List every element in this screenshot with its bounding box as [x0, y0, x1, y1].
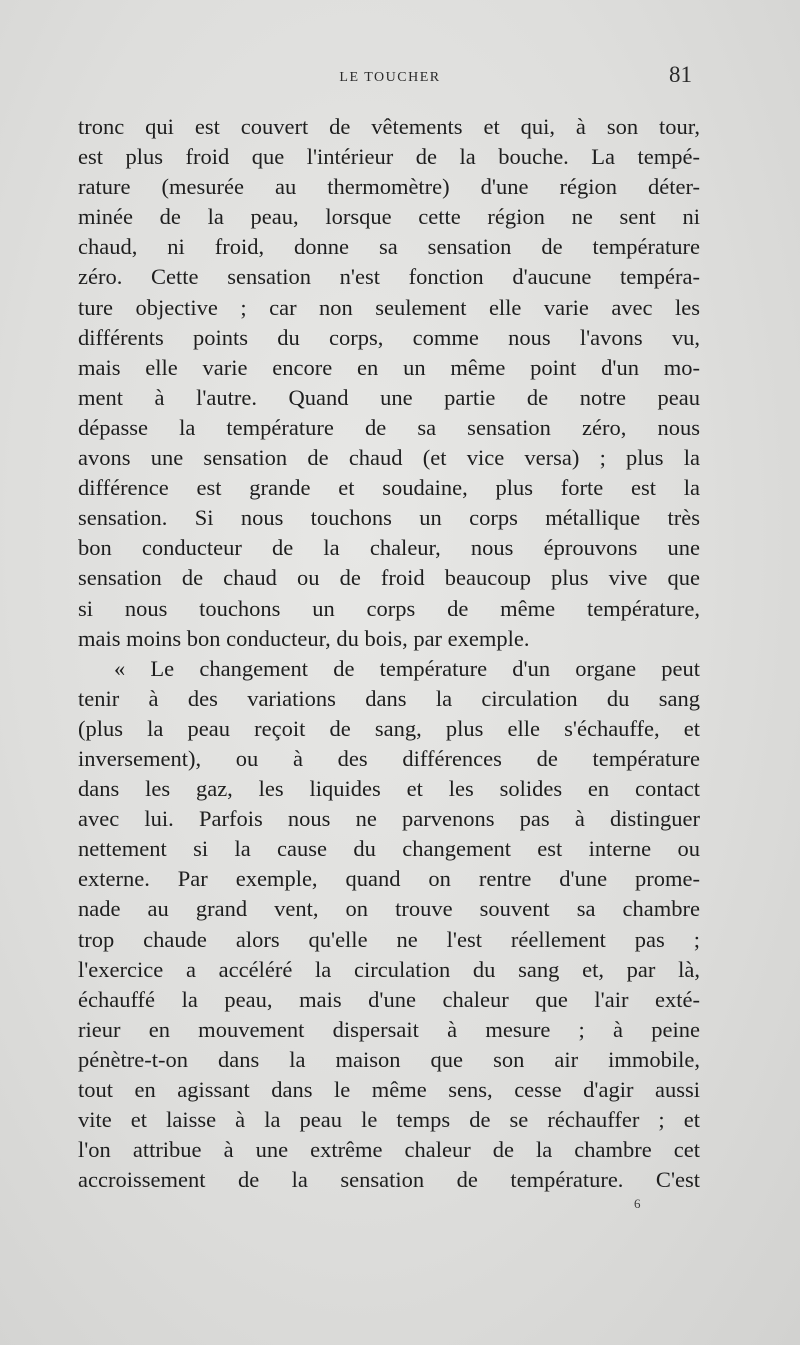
- running-title: LE TOUCHER: [339, 70, 441, 85]
- text-line: externe. Par exemple, quand on rentre d'une prome-: [78, 866, 700, 892]
- text-line: chaud, ni froid, donne sa sensation de température: [78, 234, 700, 260]
- text-line: est plus froid que l'intérieur de la bouche. La tempé-: [78, 144, 700, 170]
- signature-mark: 6: [634, 1196, 641, 1211]
- text-line: dépasse la température de sa sensation zéro, nous: [78, 414, 700, 440]
- text-line: inversement), ou à des différences de température: [78, 745, 700, 771]
- text-line: si nous touchons un corps de même température,: [78, 595, 700, 621]
- text-line: échauffé la peau, mais d'une chaleur que l'air exté-: [78, 986, 700, 1012]
- running-header: [80, 62, 700, 92]
- text-line: dans les gaz, les liquides et les solides en contact: [78, 776, 700, 802]
- text-line: tout en agissant dans le même sens, cesse d'agir aussi: [78, 1077, 700, 1102]
- text-line: rieur en mouvement dispersait à mesure ; à peine: [78, 1016, 700, 1042]
- text-line: (plus la peau reçoit de sang, plus elle s'échauffe, et: [78, 715, 700, 741]
- text-line: sensation. Si nous touchons un corps métallique très: [78, 505, 700, 531]
- text-line: différence est grande et soudaine, plus forte est la: [78, 475, 700, 501]
- text-line: minée de la peau, lorsque cette région ne sent ni: [78, 204, 700, 230]
- text-line: vite et laisse à la peau le temps de se réchauffer ; et: [78, 1107, 700, 1133]
- text-line: « Le changement de température d'un organe peut: [114, 655, 700, 681]
- text-line: bon conducteur de la chaleur, nous éprouvons une: [78, 535, 700, 561]
- text-line: avec lui. Parfois nous ne parvenons pas à distinguer: [78, 806, 700, 832]
- text-line: ment à l'autre. Quand une partie de notre peau: [78, 384, 700, 410]
- text-line: rature (mesurée au thermomètre) d'une région déter-: [78, 174, 700, 200]
- text-line: nade au grand vent, on trouve souvent sa chambre: [78, 896, 700, 922]
- text-line: l'on attribue à une extrême chaleur de la chambre cet: [78, 1137, 700, 1163]
- text-line: nettement si la cause du changement est interne ou: [78, 836, 700, 862]
- text-line: mais moins bon conducteur, du bois, par exemple.: [78, 625, 530, 651]
- page-number: 81: [669, 62, 692, 87]
- text-line: trop chaude alors qu'elle ne l'est réellement pas ;: [78, 926, 700, 952]
- text-line: mais elle varie encore en un même point d'un mo-: [78, 354, 700, 380]
- text-line: avons une sensation de chaud (et vice versa) ; plus la: [78, 445, 700, 471]
- text-line: accroissement de la sensation de température. C'est: [78, 1167, 700, 1193]
- text-line: différents points du corps, comme nous l'avons vu,: [78, 324, 700, 350]
- text-line: zéro. Cette sensation n'est fonction d'aucune tempéra-: [78, 264, 700, 290]
- text-line: sensation de chaud ou de froid beaucoup plus vive que: [78, 565, 700, 591]
- text-line: pénètre-t-on dans la maison que son air immobile,: [78, 1046, 700, 1072]
- text-line: ture objective ; car non seulement elle varie avec les: [78, 294, 700, 320]
- text-line: tenir à des variations dans la circulation du sang: [78, 685, 700, 711]
- text-line: l'exercice a accéléré la circulation du sang et, par là,: [78, 956, 700, 982]
- body-text: [78, 112, 700, 1195]
- text-line: tronc qui est couvert de vêtements et qui, à son tour,: [78, 114, 700, 139]
